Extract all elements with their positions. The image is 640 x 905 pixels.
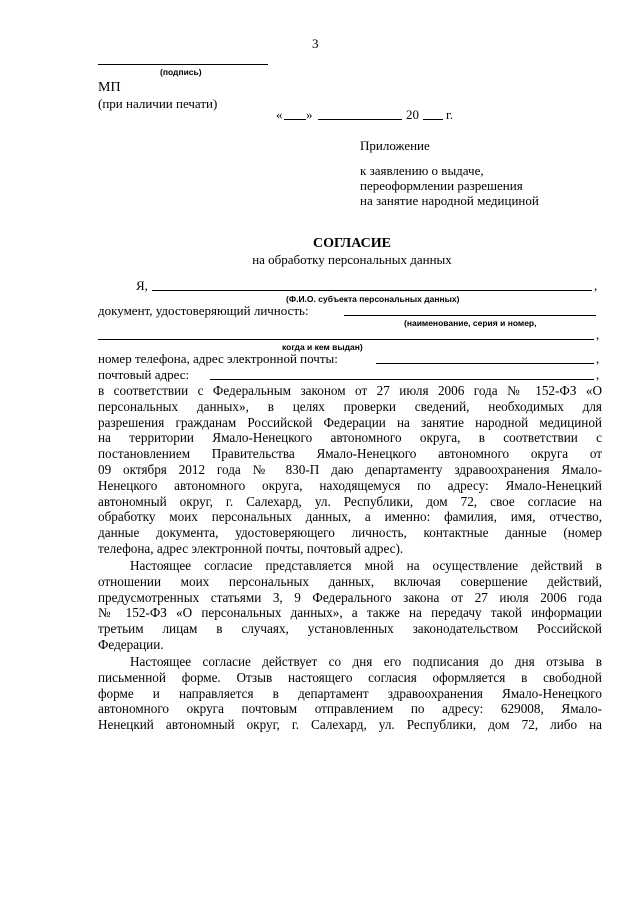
text-line: отношении моих персональных данных, включая совершение действий, (98, 573, 602, 589)
text-line: данные документа, удостоверяющего личность, контактные данные (номер (98, 525, 602, 541)
field-comma: , (594, 278, 598, 293)
text-line: разрешения гражданам Российской Федерации на занятие народной медициной (98, 414, 602, 430)
field-doc-caption-2: когда и кем выдан) (282, 342, 363, 352)
field-doc-line[interactable] (344, 315, 596, 316)
field-comma: , (596, 367, 600, 382)
field-comma: , (596, 351, 600, 366)
field-i-label: Я, (136, 278, 148, 293)
text-line: № 152-ФЗ «О персональных данных», а также на передачу такой информации (98, 605, 602, 621)
field-phone-line[interactable] (376, 363, 594, 364)
paragraph-2 (98, 558, 602, 653)
seal-mp: МП (98, 80, 121, 95)
text-line: постановлением Правительства Ямало-Ненецкого автономного округа от (98, 446, 602, 462)
field-postal-line[interactable] (210, 379, 594, 380)
signature-caption: (подпись) (160, 67, 202, 77)
text-line: автономный округ, г. Салехард, ул. Республики, дом 72, свое согласие на (98, 493, 602, 509)
date-day-line (284, 119, 306, 120)
date-month-line (318, 119, 402, 120)
field-doc-line-2[interactable] (98, 339, 594, 340)
field-fio-line[interactable] (152, 290, 592, 291)
text-line: Ненецкого автономного округа, находящемуся по адресу: Ямало-Ненецкий (98, 477, 602, 493)
date-year-line (423, 119, 443, 120)
field-fio-caption: (Ф.И.О. субъекта персональных данных) (286, 294, 460, 304)
field-phone-label: номер телефона, адрес электронной почты: (98, 351, 338, 366)
text-line: 09 октября 2012 года № 830-П даю департаменту здравоохранения Ямало- (98, 461, 602, 477)
field-postal-label: почтовый адрес: (98, 367, 190, 382)
field-doc-caption: (наименование, серия и номер, (404, 318, 537, 328)
paragraph-3 (98, 654, 602, 733)
page-number: 3 (312, 36, 319, 51)
text-line: Настоящее согласие представляется мной на осуществление действий в (130, 558, 602, 573)
text-line: предусмотренных статьями 3, 9 Федерального закона от 27 июля 2006 года (98, 589, 602, 605)
date-year-prefix: 20 (406, 107, 419, 122)
text-line: телефона, адрес электронной почты, почтовый адрес). (98, 540, 404, 556)
field-doc-label: документ, удостоверяющий личность: (98, 303, 309, 318)
signature-line (98, 64, 268, 65)
text-line: обработку моих персональных данных, а именно: фамилия, имя, отчество, (98, 509, 602, 525)
text-line: Ненецкий автономный округ, г. Салехард, ул. Республики, дом 72, либо на (98, 717, 602, 733)
date-year-suffix: г. (446, 107, 454, 122)
date-quote-open: « (276, 107, 283, 122)
field-comma: , (596, 327, 600, 342)
text-line: Настоящее согласие действует со дня его подписания до дня отзыва в (130, 654, 602, 669)
text-line: в соответствии с Федеральным законом от 27 июля 2006 года № 152-ФЗ «О (98, 383, 602, 398)
text-line: на территории Ямало-Ненецкого автономного округа, в соответствии с (98, 430, 602, 446)
paragraph-1 (98, 383, 602, 557)
text-line: автономного округа почтовым отправлением по адресу: 629008, Ямало- (98, 701, 602, 717)
date-quote-close: » (306, 107, 313, 122)
text-line: третьим лицам в случаях, установленных законодательством Российской (98, 621, 602, 637)
appendix-line: на занятие народной медициной (360, 193, 539, 208)
seal-note: (при наличии печати) (98, 96, 218, 111)
appendix-line: к заявлению о выдаче, (360, 163, 484, 178)
consent-title: СОГЛАСИЕ (313, 236, 391, 251)
appendix-line: переоформлении разрешения (360, 178, 523, 193)
text-line: Федерации. (98, 636, 164, 652)
text-line: письменной форме. Отзыв настоящего согласия оформляется в свободной (98, 669, 602, 685)
text-line: форме и направляется в департамент здравоохранения Ямало-Ненецкого (98, 685, 602, 701)
text-line: персональных данных», в целях проверки сведений, необходимых для (98, 398, 602, 414)
consent-subtitle: на обработку персональных данных (252, 252, 452, 267)
appendix-title: Приложение (360, 138, 430, 153)
